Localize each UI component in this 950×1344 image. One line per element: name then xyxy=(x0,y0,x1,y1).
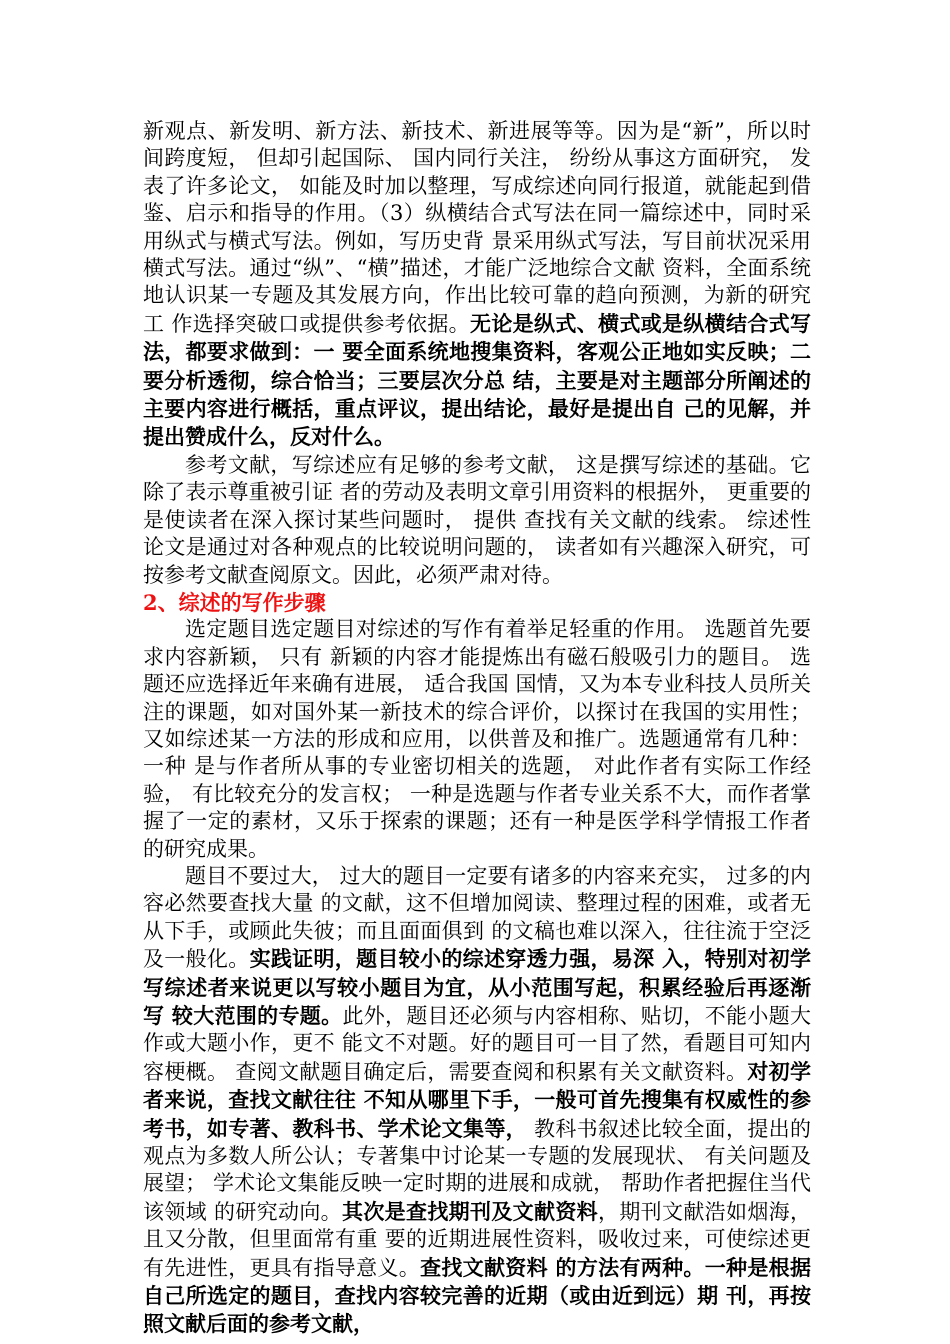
document-body xyxy=(143,118,811,1339)
paragraph-topic-selection xyxy=(143,616,811,863)
text-run: 新观点、新发明、新方法、新技术、新进展等等。因为是“新”，所以时间跨度短， 但却引起国际、 国内同行关注， 纷纷从事这方面研究， 发表了许多论文， 如能及时加以整理，写成综述向同行报道，就能起到借鉴、启示和指导的作用。（3）纵横结合式写法在同一篇综述中，同时采用纵式与横式写法。例如，写历史背 景采用纵式写法，写目前状况采用横式写法。通过“纵”、“横”描述，才能广泛地综合文献 资料，全面系统地认识某一专题及其发展方向，作出比较可靠的趋向预测，为新的研究工 作选择突破口或提供参考依据。 xyxy=(143,119,811,336)
text-run: ，期刊文献浩如烟海，且又分散，但里面常有重 要的近期进展性资料，吸收过来，可使综述更有先进性，更具有指导意义。 xyxy=(143,1199,812,1280)
bold-text-run: 无论是纵式、横式或是纵横结合式写法，都要求做到：一 要全面系统地搜集资料，客观公正地如实反映；二要分析透彻，综合恰当；三要层次分总 结，主要是对主题部分所阐述的主要内容进行概括，重点评议，提出结论，最好是提出自 己的见解，并提出赞成什么，反对什么。 xyxy=(143,310,811,450)
bold-text-run: 对初学者来说，查找文献往往 不知从哪里下手，一般可首先搜集有权威性的参考书，如专著、教科书、学术论文集等， xyxy=(143,1058,811,1141)
text-run: 教科书叙述比较全面，提出的观点为多数人所公认；专著集中讨论某一专题的发展现状、 有关问题及展望； 学术论文集能反映一定时期的进展和成就， 帮助作者把握住当代该领域 的研究动向。 xyxy=(143,1116,811,1224)
bold-text-run: 查找文献资料 的方法有两种。一种是根据自己所选定的题目，查找内容较完善的近期（或由近到远）期 刊，再按照文献后面的参考文献， xyxy=(143,1254,811,1337)
bold-text-run: 其次是查找期刊及文献资料 xyxy=(342,1198,599,1224)
text-run: 此外，题目还必须与内容相称、贴切，不能小题大作或大题小作，更不 能文不对题。好的题目可一目了然，看题目可知内容梗概。 查阅文献题目确定后，需要查阅和积累有关文献资料。 xyxy=(143,1004,811,1084)
bold-text-run: 实践证明，题目较小的综述穿透力强，易深 入，特别对初学写综述者来说更以写较小题目为宜，从小范围写起，积累经验后再逐渐写 较大范围的专题。 xyxy=(143,946,811,1028)
text-run: 参考文献，写综述应有足够的参考文献， 这是撰写综述的基础。它除了表示尊重被引证 者的劳动及表明文章引用资料的根据外， 更重要的是使读者在深入探讨某些问题时， 提供 查找有关文献的线索。 综述性论文是通过对各种观点的比较说明问题的， 读者如有兴趣深入研究，可按参考文献查阅原文。因此，必须严肃对待。 xyxy=(143,452,811,587)
text-run: 题目不要过大， 过大的题目一定要有诸多的内容来充实， 过多的内容必然要查找大量 的文献，这不但增加阅读、整理过程的困难，或者无从下手，或顾此失彼；而且面面俱到 的文稿也难以深入，往往流于空泛及一般化。 xyxy=(143,863,811,972)
text-run: 选定题目选定题目对综述的写作有着举足轻重的作用。 选题首先要求内容新颖， 只有 新颖的内容才能提炼出有磁石般吸引力的题目。 选题还应选择近年来确有进展， 适合我国 国情，又为本专业科技人员所关注的课题，如对国外某一新技术的综合评价，以探讨在我国的实用性；又如综述某一方法的形成和应用，以供普及和推广。选题通常有几种：一种 是与作者所从事的专业密切相关的选题， 对此作者有实际工作经验， 有比较充分的发言权； 一种是选题与作者专业关系不大，而作者掌握了一定的素材，又乐于探索的课题；还有一种是医学科学情报工作者的研究成果。 xyxy=(143,617,811,861)
paragraph-topic-size xyxy=(143,863,811,1339)
section-heading: 2、综述的写作步骤 xyxy=(143,589,326,615)
paragraph-writing-styles xyxy=(143,118,811,452)
paragraph-references xyxy=(143,452,811,589)
